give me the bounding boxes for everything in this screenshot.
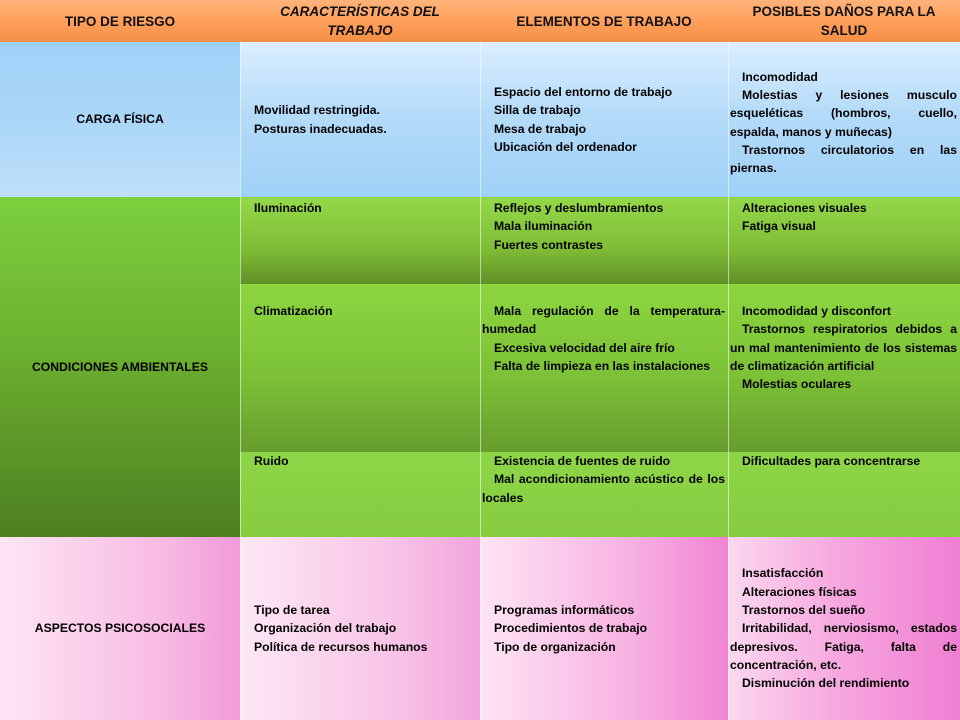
list-item [242,619,477,637]
list-item [730,674,957,692]
list-item [482,217,725,235]
list-item [482,199,725,217]
list-item-text: Irritabilidad, nerviosismo, estados depresivos. Fatiga, falta de concentración, etc. [730,621,957,672]
list-item [482,339,725,357]
list-item [482,357,725,375]
list-item-text: Mesa de trabajo [494,121,587,136]
list-item-text: Excesiva velocidad del aire frío [494,340,675,355]
list-item [242,101,477,119]
ruido-caracteristicas [240,452,480,537]
header-tipo-de-riesgo: TIPO DE RIESGO [0,0,240,42]
column-divider [728,42,729,720]
list-item-text: Alteraciones visuales [742,201,867,215]
list-item [730,375,957,393]
list-item-text: Trastornos circulatorios en las piernas. [730,142,957,176]
list-item [482,236,725,254]
psicosociales-caracteristicas [240,537,480,720]
list-item-text: Trastornos respiratorios debidos a un mal mantenimiento de los sistemas de climatización artificial [730,322,957,373]
climatizacion-elementos [480,284,728,452]
list-item [242,199,477,217]
list-item [730,452,957,470]
list-item-text: Insatisfacción [742,566,824,581]
list-item-text: Incomodidad [742,69,818,84]
list-item-text: Silla de trabajo [494,103,581,118]
list-item-text: Programas informáticos [494,603,635,618]
list-item-text: Movilidad restringida. [254,103,380,118]
list-item [482,302,725,339]
list-item [482,638,725,656]
list-item-text: Espacio del entorno de trabajo [494,84,673,99]
climatizacion-caracteristicas [240,284,480,452]
list-item-text: Posturas inadecuadas. [254,121,387,136]
iluminacion-elementos [480,197,728,284]
carga-danos [728,42,960,197]
list-item-text: Tipo de tarea [254,603,330,618]
type-condiciones-ambientales: CONDICIONES AMBIENTALES [0,197,240,537]
column-divider [480,42,481,720]
column-divider [240,42,241,720]
climatizacion-danos [728,284,960,452]
list-item-text: Ubicación del ordenador [494,139,637,154]
list-item-text: Política de recursos humanos [254,639,428,654]
list-item [730,583,957,601]
list-item-text: Tipo de organización [494,639,616,654]
list-item-text: Mala regulación de la temperatura-humedad [482,304,725,337]
list-item [482,138,725,156]
list-item [482,101,725,119]
list-item-text: Falta de limpieza en las instalaciones [494,358,711,373]
list-item [730,619,957,674]
list-item [242,302,477,320]
list-item [730,302,957,320]
list-item [482,619,725,637]
iluminacion-caracteristicas [240,197,480,284]
psicosociales-danos [728,537,960,720]
list-item [482,83,725,101]
list-item-text: Climatización [254,304,333,318]
header-caracteristicas: CARACTERÍSTICAS DEL TRABAJO [240,0,480,42]
list-item-text: Dificultades para concentrarse [742,454,921,468]
header-posibles-danos: POSIBLES DAÑOS PARA LA SALUD [728,0,960,42]
list-item-text: Existencia de fuentes de ruido [494,454,671,468]
list-item-text: Incomodidad y disconfort [742,304,891,318]
list-item [242,452,477,470]
carga-elementos [480,42,728,197]
list-item-text: Alteraciones físicas [742,584,857,599]
list-item [242,120,477,138]
list-item [730,217,957,235]
psicosociales-elementos [480,537,728,720]
carga-caracteristicas [240,42,480,197]
list-item-text: Molestias oculares [742,377,852,392]
list-item-text: Procedimientos de trabajo [494,621,648,636]
list-item [730,320,957,375]
ruido-elementos [480,452,728,537]
list-item-text: Reflejos y deslumbramientos [494,201,664,215]
list-item-text: Disminución del rendimiento [742,676,910,691]
list-item [482,452,725,470]
list-item [730,68,957,86]
header-elementos: ELEMENTOS DE TRABAJO [480,0,728,42]
list-item [730,86,957,141]
list-item-text: Ruido [254,454,289,468]
list-item [730,601,957,619]
list-item-text: Fuertes contrastes [494,237,604,252]
list-item [482,120,725,138]
list-item-text: Mala iluminación [494,219,593,234]
list-item [730,564,957,582]
list-item-text: Fatiga visual [742,219,816,234]
list-item-text: Trastornos del sueño [742,603,866,618]
ruido-danos [728,452,960,537]
list-item [730,141,957,178]
list-item [730,199,957,217]
type-carga-fisica: CARGA FÍSICA [0,42,240,197]
list-item [482,601,725,619]
list-item-text: Molestias y lesiones musculo esqueléticas (hombros, cuello, espalda, manos y muñecas) [730,87,957,139]
list-item [242,601,477,619]
list-item [242,638,477,656]
list-item [482,470,725,507]
iluminacion-danos [728,197,960,284]
list-item-text: Organización del trabajo [254,621,397,636]
list-item-text: Iluminación [254,201,322,215]
type-aspectos-psicosociales: ASPECTOS PSICOSOCIALES [0,537,240,720]
list-item-text: Mal acondicionamiento acústico de los locales [482,472,725,505]
